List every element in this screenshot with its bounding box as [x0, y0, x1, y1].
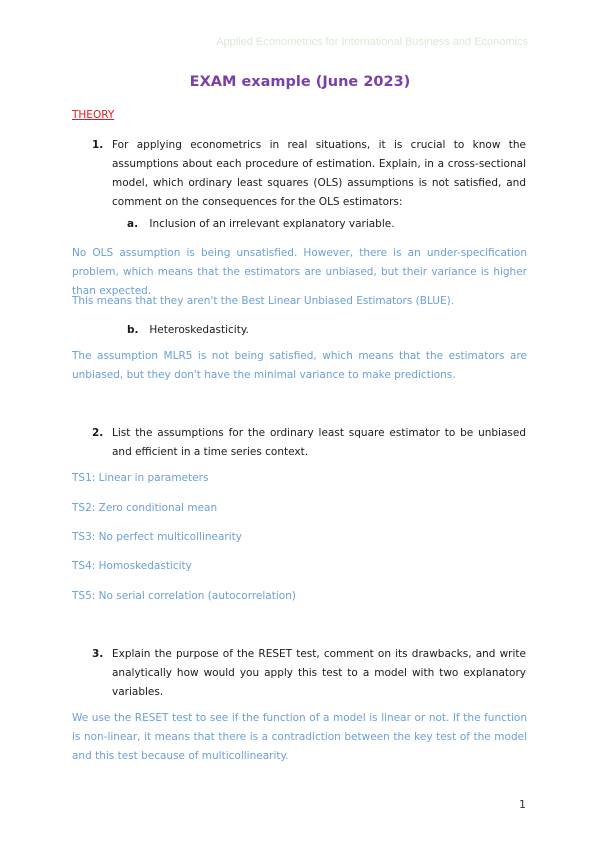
- answer-1a-paragraph-2: This means that they aren't the Best Linear Unbiased Estimators (BLUE).: [72, 295, 455, 307]
- answer-1a-paragraph-1: No OLS assumption is being unsatisfied. However, there is an under-specification problem, which means that the estimators are unbiased, but their variance is higher than expected.: [72, 247, 527, 297]
- answer-1b: The assumption MLR5 is not being satisfied, which means that the estimators are unbiased, but they don't have the minimal variance to make predictions.: [72, 350, 527, 381]
- question-number: 3.: [92, 648, 104, 660]
- answer-2-item: TS4: Homoskedasticity: [72, 560, 192, 572]
- question-1: [92, 136, 526, 212]
- subquestion-label: b.: [127, 324, 139, 336]
- subquestion-text: Heteroskedasticity.: [149, 324, 249, 336]
- answer-2-item: TS5: No serial correlation (autocorrelation): [72, 590, 296, 602]
- subquestion-label: a.: [127, 218, 139, 230]
- answer-2-item: TS1: Linear in parameters: [72, 472, 209, 484]
- answer-3: We use the RESET test to see if the function of a model is linear or not. If the function is non-linear, it means that there is a contradiction between the key test of the model and this test because of multicollinearity.: [72, 712, 527, 762]
- subquestion-1a: [127, 215, 527, 234]
- page-number: 1: [519, 798, 526, 811]
- question-number: 1.: [92, 139, 104, 151]
- answer-2-item: TS2: Zero conditional mean: [72, 502, 218, 514]
- question-text: List the assumptions for the ordinary least square estimator to be unbiased and efficient in a time series context.: [112, 427, 526, 458]
- page-title: EXAM example (June 2023): [189, 74, 411, 90]
- question-number: 2.: [92, 427, 104, 439]
- running-header: Applied Econometrics for International Business and Economics: [216, 36, 528, 48]
- answer-2-item: TS3: No perfect multicollinearity: [72, 531, 242, 543]
- section-heading: THEORY: [72, 109, 115, 121]
- subquestion-1b: [127, 321, 527, 340]
- subquestion-text: Inclusion of an irrelevant explanatory variable.: [149, 218, 395, 230]
- question-2: [92, 424, 526, 462]
- question-text: Explain the purpose of the RESET test, comment on its drawbacks, and write analytically how would you apply this test to a model with two explanatory variables.: [112, 648, 526, 698]
- question-3: [92, 645, 526, 702]
- question-text: For applying econometrics in real situations, it is crucial to know the assumptions about each procedure of estimation. Explain, in a cross-sectional model, which ordinary least squares (OLS) assumptions is not satisfied, and comment on the consequences for the OLS estimators:: [112, 139, 526, 208]
